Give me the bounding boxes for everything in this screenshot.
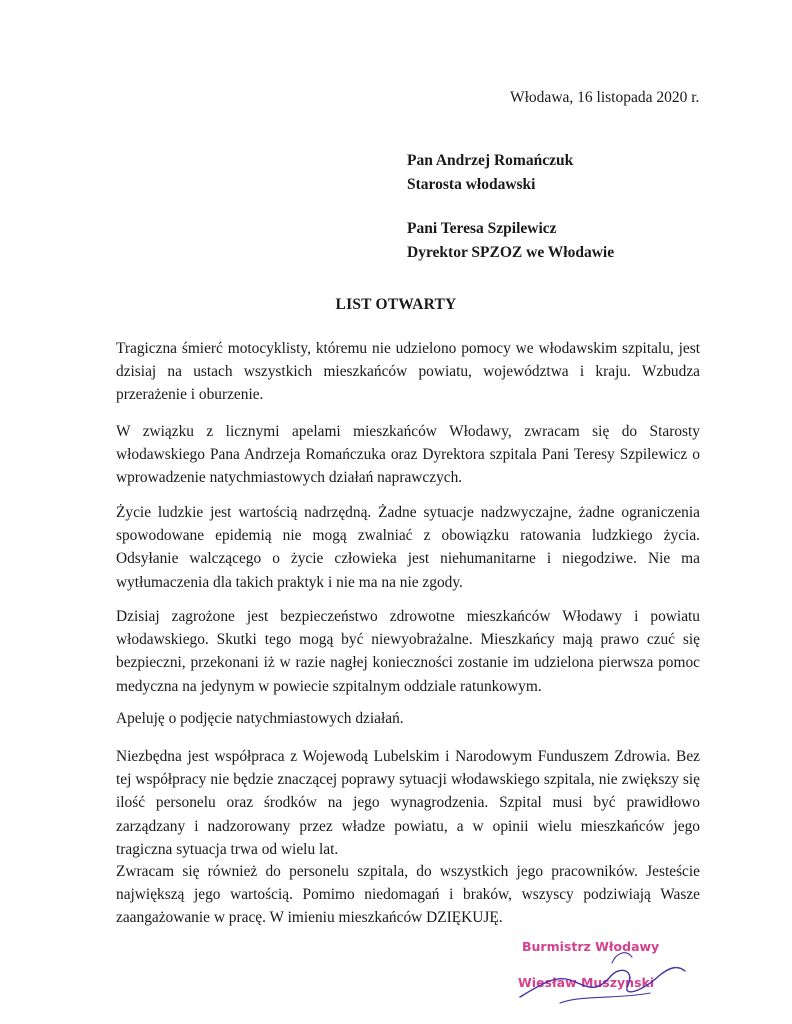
recipient-role: Dyrektor SPZOZ we Włodawie bbox=[407, 244, 615, 261]
paragraph-2: W związku z licznymi apelami mieszkańców Włodawy, zwracam się do Starosty włodawskiego Pana Andrzeja Romańczuka oraz Dyrektora szpitala Pani Teresy Szpilewicz o wprowadzenie natychmiastowych działań naprawczych. bbox=[116, 423, 700, 487]
letter-date: Włodawa, 16 listopada 2020 r. bbox=[510, 89, 700, 106]
paragraph-5: Apeluję o podjęcie natychmiastowych działań. bbox=[116, 710, 404, 727]
recipient-block-2 bbox=[407, 217, 614, 265]
stamp-name: Wiesław Muszyński bbox=[518, 975, 655, 990]
stamp-title: Burmistrz Włodawy bbox=[522, 939, 660, 954]
paragraph-6: Niezbędna jest współpraca z Wojewodą Lubelskim i Narodowym Funduszem Zdrowia. Bez tej współpracy nie będzie znaczącej poprawy sytuacji włodawskiego szpitala, nie zwiększy się ilość personelu oraz środków na jego wynagrodzenia. Szpital musi być prawidłowo zarządzany i nadzorowany przez władze powiatu, a w opinii wielu mieszkańców jego tragiczna sytuacja trwa od wielu lat. bbox=[116, 748, 700, 858]
paragraph-4: Dzisiaj zagrożone jest bezpieczeństwo zdrowotne mieszkańców Włodawy i powiatu włodawskiego. Skutki tego mogą być niewyobrażalne. Mieszkańcy mają prawo czuć się bezpieczni, przekonani iż w razie nagłej konieczności zostanie im udzielona pierwsza pomoc medyczna na jedynym w powiecie szpitalnym oddziale ratunkowym. bbox=[116, 608, 700, 695]
handwritten-signature bbox=[500, 935, 700, 1015]
recipient-name: Pani Teresa Szpilewicz bbox=[407, 220, 557, 237]
paragraph-3: Życie ludzkie jest wartością nadrzędną. Żadne sytuacje nadzwyczajne, żadne ograniczenia spowodowane epidemią nie mogą zwalniać z obowiązku ratowania ludzkiego życia. Odsyłanie walczącego o życie człowieka jest niehumanitarne i niegodziwe. Nie ma wytłumaczenia dla takich praktyk i nie ma na nie zgody. bbox=[116, 504, 700, 591]
paragraph-7: Zwracam się również do personelu szpitala, do wszystkich jego pracowników. Jesteście największą jego wartością. Pomimo niedomagań i braków, wszyscy podziwiają Wasze zaangażowanie w pracę. W imieniu mieszkańców DZIĘKUJĘ. bbox=[116, 863, 700, 927]
recipient-role: Starosta włodawski bbox=[407, 176, 536, 193]
recipient-block-1 bbox=[407, 149, 573, 197]
recipient-name: Pan Andrzej Romańczuk bbox=[407, 152, 574, 169]
letter-title: LIST OTWARTY bbox=[335, 296, 457, 313]
paragraph-1: Tragiczna śmierć motocyklisty, któremu nie udzielono pomocy we włodawskim szpitalu, jest dzisiaj na ustach wszystkich mieszkańców powiatu, województwa i kraju. Wzbudza przerażenie i oburzenie. bbox=[116, 340, 700, 404]
